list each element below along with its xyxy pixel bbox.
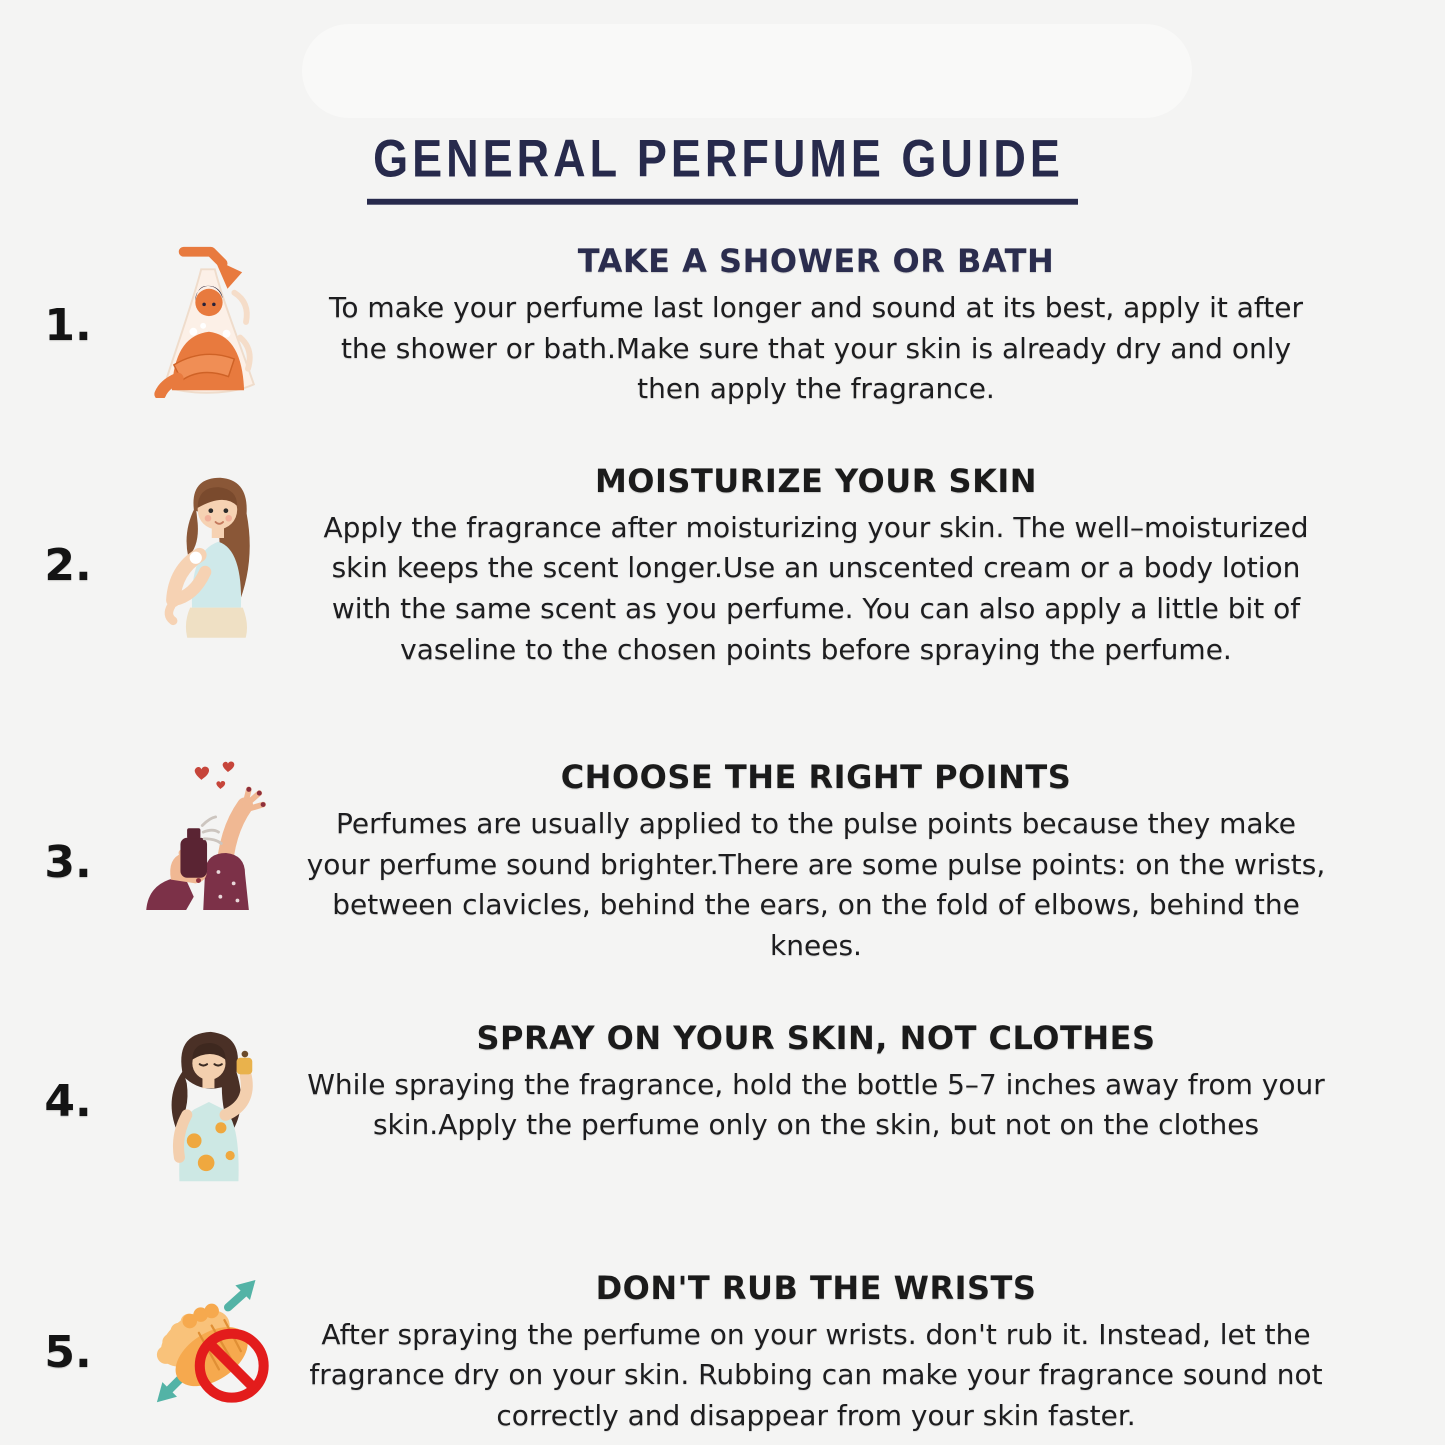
step-heading: SPRAY ON YOUR SKIN, NOT CLOTHES (476, 1018, 1156, 1057)
step-content (305, 758, 1445, 966)
step-heading: CHOOSE THE RIGHT POINTS (560, 758, 1072, 797)
step-content (305, 1019, 1445, 1146)
step-section-dont-rub (0, 1269, 1445, 1437)
step-content (305, 242, 1445, 410)
man-shower-illustration-icon (124, 242, 292, 398)
step-number: 4. (44, 1076, 92, 1128)
step-number: 1. (44, 300, 92, 352)
steps-list (0, 242, 1445, 1436)
woman-moisturizing-illustration-icon (128, 462, 288, 646)
step-content (305, 462, 1445, 670)
hands-spraying-perfume-illustration-icon (126, 758, 290, 910)
step-body: After spraying the perfume on your wrists. don't rub it. Instead, let the fragrance dry on your skin. Rubbing can make your fragrance sound not correctly and disappear from your skin faster. (309, 1317, 1323, 1432)
rubbing-hands-prohibited-illustration-icon (133, 1269, 283, 1415)
header-card (302, 24, 1192, 118)
page-title: GENERAL PERFUME GUIDE (367, 128, 1078, 205)
step-body: To make your perfume last longer and sound at its best, apply it after the shower or bath.Make sure that your skin is already dry and only then apply the fragrance. (329, 291, 1303, 406)
woman-spraying-perfume-illustration-icon (138, 1019, 278, 1185)
step-section-moisturize (0, 462, 1445, 670)
step-body: Perfumes are usually applied to the pulse points because they make your perfume sound brighter.There are some pulse points: on the wrists, between clavicles, behind the ears, on the fold of elbows, behind the knees. (306, 807, 1326, 962)
step-number: 5. (44, 1326, 92, 1378)
title-row (0, 128, 1445, 193)
step-number: 3. (44, 836, 92, 888)
step-section-shower (0, 242, 1445, 410)
step-heading: TAKE A SHOWER OR BATH (577, 242, 1055, 280)
step-body: Apply the fragrance after moisturizing your skin. The well–moisturized skin keeps the scent longer.Use an unscented cream or a body lotion with the same scent as you perfume. You can also apply a little bit of vaseline to the chosen points before spraying the perfume. (323, 510, 1309, 666)
step-heading: MOISTURIZE YOUR SKIN (594, 461, 1038, 500)
step-body: While spraying the fragrance, hold the bottle 5–7 inches away from your skin.Apply the perfume only on the skin, but not on the clothes (307, 1067, 1325, 1142)
step-heading: DON'T RUB THE WRISTS (595, 1268, 1037, 1307)
step-section-pulse-points (0, 758, 1445, 966)
step-section-spray-on-skin (0, 1019, 1445, 1185)
step-content (305, 1269, 1445, 1437)
step-number: 2. (44, 540, 92, 592)
